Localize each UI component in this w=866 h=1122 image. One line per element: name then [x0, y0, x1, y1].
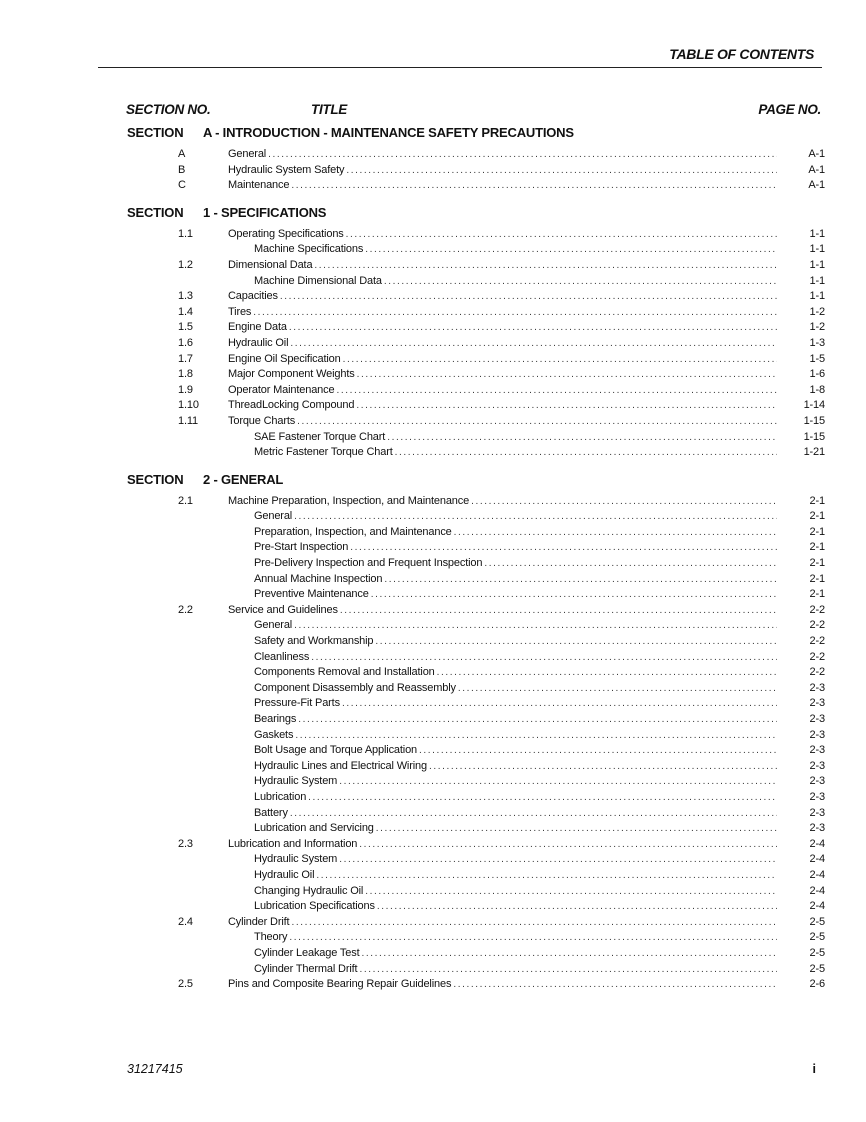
toc-subentry[interactable]	[0, 696, 866, 712]
entry-page: 1-6	[809, 368, 825, 381]
entry-line	[228, 163, 780, 179]
entry-page: 1-1	[809, 227, 825, 240]
entry-page: 2-5	[809, 946, 825, 959]
entry-title: Capacities	[228, 290, 278, 303]
section-heading	[0, 124, 866, 147]
entry-page: 2-3	[809, 806, 825, 819]
toc-subentry[interactable]	[0, 430, 866, 446]
entry-title: Cylinder Thermal Drift	[254, 962, 358, 975]
entry-title: Maintenance	[228, 179, 290, 192]
entry-line	[228, 289, 780, 305]
entry-line	[254, 946, 780, 962]
entry-page: 1-2	[809, 321, 825, 334]
section-title: A - INTRODUCTION - MAINTENANCE SAFETY PRECAUTIONS	[203, 125, 574, 140]
toc-subentry[interactable]	[0, 884, 866, 900]
entry-line	[254, 806, 780, 822]
entry-number: 1.4	[178, 305, 193, 318]
column-heading-title: TITLE	[311, 102, 347, 117]
header-divider	[98, 67, 822, 68]
toc-subentry[interactable]	[0, 743, 866, 759]
toc-entry[interactable]	[0, 227, 866, 243]
entry-page: 2-3	[809, 681, 825, 694]
entry-page: 2-6	[809, 978, 825, 991]
toc-subentry[interactable]	[0, 509, 866, 525]
entry-line	[228, 178, 780, 194]
dot-leader	[359, 962, 777, 978]
toc-entry[interactable]	[0, 352, 866, 368]
toc-entry[interactable]	[0, 147, 866, 163]
entry-page: A-1	[808, 163, 825, 176]
entry-title: Lubrication and Servicing	[254, 822, 374, 835]
entry-title: Pre-Start Inspection	[254, 541, 349, 554]
entry-title: Engine Data	[228, 321, 287, 334]
entry-number: 2.5	[178, 978, 193, 991]
entry-line	[254, 665, 780, 681]
section-label: SECTION	[127, 471, 184, 487]
dot-leader	[365, 242, 777, 258]
entry-line	[254, 445, 780, 461]
toc-entry[interactable]	[0, 494, 866, 510]
entry-page: 1-3	[809, 336, 825, 349]
entry-title: Machine Preparation, Inspection, and Maintenance	[228, 494, 470, 507]
toc-subentry[interactable]	[0, 274, 866, 290]
section-spacer	[0, 194, 866, 204]
toc-subentry[interactable]	[0, 572, 866, 588]
entry-page: 2-3	[809, 697, 825, 710]
entry-page: 1-1	[809, 274, 825, 287]
entry-line	[228, 320, 780, 336]
dot-leader	[295, 728, 777, 744]
entry-page: 2-4	[809, 853, 825, 866]
dot-leader	[340, 603, 777, 619]
entry-number: 2.2	[178, 603, 193, 616]
dot-leader	[437, 665, 777, 681]
section-heading	[0, 204, 866, 227]
entry-number: 1.2	[178, 258, 193, 271]
entry-line	[254, 759, 780, 775]
dot-leader	[453, 977, 777, 993]
toc-subentry[interactable]	[0, 806, 866, 822]
entry-line	[254, 618, 780, 634]
entry-page: 2-1	[809, 494, 825, 507]
entry-title: Annual Machine Inspection	[254, 572, 383, 585]
entry-title: Hydraulic Oil	[254, 868, 315, 881]
entry-page: 2-4	[809, 900, 825, 913]
entry-title: Preparation, Inspection, and Maintenance	[254, 525, 452, 538]
entry-title: Metric Fastener Torque Chart	[254, 446, 393, 459]
entry-number: 2.3	[178, 837, 193, 850]
dot-leader	[357, 367, 777, 383]
page-header-title: TABLE OF CONTENTS	[669, 46, 814, 62]
column-heading-page: PAGE NO.	[758, 102, 821, 117]
entry-page: 2-1	[809, 572, 825, 585]
dot-leader	[346, 227, 777, 243]
entry-title: Torque Charts	[228, 414, 296, 427]
entry-title: SAE Fastener Torque Chart	[254, 430, 386, 443]
dot-leader	[350, 540, 777, 556]
entry-title: Cylinder Drift	[228, 915, 290, 928]
entry-line	[228, 977, 780, 993]
entry-title: Changing Hydraulic Oil	[254, 884, 364, 897]
dot-leader	[297, 414, 777, 430]
entry-line	[254, 525, 780, 541]
entry-title: Battery	[254, 806, 288, 819]
entry-title: Bearings	[254, 713, 297, 725]
entry-line	[228, 603, 780, 619]
document-number: 31217415	[127, 1062, 183, 1076]
entry-page: 2-2	[809, 619, 825, 632]
entry-page: 2-1	[809, 510, 825, 523]
toc-entry[interactable]	[0, 305, 866, 321]
toc-subentry[interactable]	[0, 728, 866, 744]
toc-entry[interactable]	[0, 398, 866, 414]
entry-line	[254, 696, 780, 712]
toc-entry[interactable]	[0, 915, 866, 931]
dot-leader	[419, 743, 777, 759]
entry-line	[254, 743, 780, 759]
entry-page: 2-5	[809, 931, 825, 944]
entry-title: Tires	[228, 305, 252, 318]
entry-line	[254, 540, 780, 556]
entry-page: 2-3	[809, 775, 825, 788]
entry-page: 1-15	[803, 414, 825, 427]
section-title: 1 - SPECIFICATIONS	[203, 204, 327, 220]
dot-leader	[362, 946, 778, 962]
entry-number: 1.1	[178, 227, 193, 240]
entry-line	[254, 572, 780, 588]
entry-line	[228, 227, 780, 243]
entry-title: Cleanliness	[254, 650, 310, 663]
entry-title: Cylinder Leakage Test	[254, 946, 360, 959]
entry-title: Theory	[254, 931, 288, 944]
entry-page: 1-21	[803, 446, 825, 459]
entry-number: 1.5	[178, 321, 193, 334]
toc-entry[interactable]	[0, 258, 866, 274]
entry-line	[254, 650, 780, 666]
toc-subentry[interactable]	[0, 634, 866, 650]
entry-number: 2.4	[178, 915, 193, 928]
dot-leader	[294, 618, 777, 634]
section-spacer	[0, 461, 866, 471]
entry-line	[228, 915, 780, 931]
entry-page: 2-3	[809, 713, 825, 725]
entry-line	[254, 509, 780, 525]
section-label: SECTION	[127, 125, 184, 140]
dot-leader	[371, 587, 777, 603]
dot-leader	[290, 336, 777, 352]
entry-title: Pins and Composite Bearing Repair Guidelines	[228, 978, 452, 991]
dot-leader	[365, 884, 777, 900]
entry-page: 1-1	[809, 258, 825, 271]
toc-subentry[interactable]	[0, 759, 866, 775]
entry-number: B	[178, 163, 186, 176]
dot-leader	[375, 634, 777, 650]
toc-subentry[interactable]	[0, 712, 866, 728]
dot-leader	[454, 525, 777, 541]
entry-title: Dimensional Data	[228, 258, 313, 271]
entry-title: Hydraulic System	[254, 853, 338, 866]
entry-page: 2-1	[809, 525, 825, 538]
entry-title: Operating Specifications	[228, 227, 344, 240]
toc-subentry[interactable]	[0, 852, 866, 868]
entry-number: A	[178, 148, 186, 160]
toc-entry[interactable]	[0, 320, 866, 336]
dot-leader	[316, 868, 777, 884]
entry-title: General	[254, 510, 293, 523]
entry-title: Bolt Usage and Torque Application	[254, 744, 418, 757]
page-number: i	[812, 1062, 816, 1076]
entry-title: Hydraulic System Safety	[228, 163, 345, 176]
entry-title: Machine Dimensional Data	[254, 274, 382, 287]
dot-leader	[253, 305, 777, 321]
entry-line	[228, 352, 780, 368]
entry-number: 1.7	[178, 352, 193, 365]
entry-page: 2-5	[809, 962, 825, 975]
entry-page: 2-5	[809, 915, 825, 928]
entry-page: 2-3	[809, 759, 825, 772]
entry-line	[228, 367, 780, 383]
section-heading	[0, 471, 866, 494]
dot-leader	[484, 556, 777, 572]
dot-leader	[314, 258, 777, 274]
entry-title: Gaskets	[254, 728, 294, 741]
entry-line	[228, 414, 780, 430]
entry-number: 1.8	[178, 368, 193, 381]
entry-page: 2-4	[809, 837, 825, 850]
entry-page: 1-15	[803, 430, 825, 443]
dot-leader	[339, 852, 777, 868]
toc-entry[interactable]	[0, 336, 866, 352]
entry-line	[228, 305, 780, 321]
entry-page: A-1	[808, 148, 825, 160]
entry-page: A-1	[808, 179, 825, 192]
dot-leader	[268, 147, 777, 163]
toc-subentry[interactable]	[0, 821, 866, 837]
entry-title: Major Component Weights	[228, 368, 355, 381]
entry-title: Safety and Workmanship	[254, 635, 374, 648]
entry-title: Pressure-Fit Parts	[254, 697, 340, 710]
toc-subentry[interactable]	[0, 650, 866, 666]
toc-subentry[interactable]	[0, 962, 866, 978]
entry-page: 2-4	[809, 868, 825, 881]
entry-line	[228, 147, 780, 163]
dot-leader	[346, 163, 777, 179]
entry-number: 1.9	[178, 383, 193, 396]
entry-number: 1.3	[178, 290, 193, 303]
entry-line	[254, 242, 780, 258]
entry-line	[254, 790, 780, 806]
toc-entry[interactable]	[0, 163, 866, 179]
entry-page: 1-1	[809, 243, 825, 256]
entry-number: 1.10	[178, 399, 199, 412]
entry-line	[228, 837, 780, 853]
entry-line	[254, 962, 780, 978]
entry-number: 2.1	[178, 494, 193, 507]
toc-entry[interactable]	[0, 178, 866, 194]
entry-number: 1.6	[178, 336, 193, 349]
entry-line	[254, 681, 780, 697]
entry-number: 1.11	[178, 414, 198, 427]
dot-leader	[458, 681, 777, 697]
entry-title: Machine Specifications	[254, 243, 364, 256]
dot-leader	[356, 398, 777, 414]
entry-page: 2-3	[809, 790, 825, 803]
entry-line	[254, 899, 780, 915]
toc-entry[interactable]	[0, 367, 866, 383]
entry-line	[228, 494, 780, 510]
entry-line	[254, 712, 780, 728]
entry-page: 2-2	[809, 603, 825, 616]
entry-page: 1-1	[809, 290, 825, 303]
dot-leader	[291, 178, 777, 194]
dot-leader	[298, 712, 777, 728]
entry-title: Hydraulic Oil	[228, 336, 289, 349]
toc-subentry[interactable]	[0, 525, 866, 541]
entry-title: Pre-Delivery Inspection and Frequent Inspection	[254, 557, 483, 570]
toc-entry[interactable]	[0, 977, 866, 993]
entry-line	[254, 430, 780, 446]
entry-line	[228, 336, 780, 352]
dot-leader	[311, 650, 777, 666]
section-label: SECTION	[127, 204, 184, 220]
toc-subentry[interactable]	[0, 445, 866, 461]
dot-leader	[359, 837, 777, 853]
entry-line	[228, 383, 780, 399]
entry-title: Lubrication Specifications	[254, 900, 375, 913]
entry-page: 2-2	[809, 650, 825, 663]
dot-leader	[471, 494, 777, 510]
toc-subentry[interactable]	[0, 946, 866, 962]
entry-title: ThreadLocking Compound	[228, 399, 355, 412]
entry-line	[254, 634, 780, 650]
entry-title: Components Removal and Installation	[254, 666, 435, 679]
toc-subentry[interactable]	[0, 242, 866, 258]
entry-line	[254, 930, 780, 946]
entry-line	[254, 852, 780, 868]
entry-title: Hydraulic System	[254, 775, 338, 788]
entry-line	[254, 774, 780, 790]
toc-entry[interactable]	[0, 837, 866, 853]
entry-title: Lubrication	[254, 790, 307, 803]
entry-number: C	[178, 179, 186, 192]
toc-subentry[interactable]	[0, 540, 866, 556]
dot-leader	[289, 930, 777, 946]
toc-subentry[interactable]	[0, 618, 866, 634]
toc-entry[interactable]	[0, 414, 866, 430]
toc-entry[interactable]	[0, 603, 866, 619]
entry-page: 1-5	[809, 352, 825, 365]
entry-title: Operator Maintenance	[228, 383, 335, 396]
entry-line	[254, 821, 780, 837]
dot-leader	[343, 352, 777, 368]
entry-title: Engine Oil Specification	[228, 352, 341, 365]
entry-page: 2-3	[809, 822, 825, 835]
entry-page: 1-14	[803, 399, 825, 412]
dot-leader	[376, 821, 777, 837]
entry-page: 2-1	[809, 588, 825, 601]
toc-entry[interactable]	[0, 383, 866, 399]
toc-subentry[interactable]	[0, 899, 866, 915]
dot-leader	[377, 899, 777, 915]
entry-page: 2-3	[809, 728, 825, 741]
toc-subentry[interactable]	[0, 774, 866, 790]
dot-leader	[308, 790, 777, 806]
entry-line	[254, 868, 780, 884]
dot-leader	[291, 915, 777, 931]
toc-entry[interactable]	[0, 289, 866, 305]
table-of-contents	[0, 124, 866, 993]
toc-subentry[interactable]	[0, 930, 866, 946]
section-title: 2 - GENERAL	[203, 471, 284, 487]
column-heading-section: SECTION NO.	[126, 102, 211, 117]
dot-leader	[429, 759, 777, 775]
entry-title: General	[228, 148, 267, 160]
toc-subentry[interactable]	[0, 556, 866, 572]
dot-leader	[384, 572, 777, 588]
entry-title: Component Disassembly and Reassembly	[254, 681, 456, 694]
dot-leader	[280, 289, 777, 305]
entry-line	[228, 258, 780, 274]
dot-leader	[395, 445, 777, 461]
dot-leader	[294, 509, 777, 525]
entry-page: 1-2	[809, 305, 825, 318]
toc-subentry[interactable]	[0, 587, 866, 603]
entry-line	[254, 884, 780, 900]
entry-title: Preventive Maintenance	[254, 588, 369, 601]
entry-title: Hydraulic Lines and Electrical Wiring	[254, 759, 427, 772]
entry-title: Service and Guidelines	[228, 603, 338, 616]
dot-leader	[342, 696, 777, 712]
dot-leader	[384, 274, 777, 290]
entry-page: 1-8	[809, 383, 825, 396]
dot-leader	[336, 383, 777, 399]
toc-subentry[interactable]	[0, 868, 866, 884]
entry-page: 2-3	[809, 744, 825, 757]
entry-page: 2-2	[809, 666, 825, 679]
entry-line	[254, 587, 780, 603]
toc-subentry[interactable]	[0, 790, 866, 806]
entry-page: 2-1	[809, 557, 825, 570]
entry-line	[228, 398, 780, 414]
entry-title: General	[254, 619, 293, 632]
entry-title: Lubrication and Information	[228, 837, 358, 850]
dot-leader	[339, 774, 777, 790]
dot-leader	[387, 430, 777, 446]
entry-line	[254, 728, 780, 744]
dot-leader	[290, 806, 777, 822]
entry-page: 2-1	[809, 541, 825, 554]
entry-page: 2-2	[809, 635, 825, 648]
entry-line	[254, 274, 780, 290]
dot-leader	[289, 320, 777, 336]
toc-subentry[interactable]	[0, 665, 866, 681]
toc-subentry[interactable]	[0, 681, 866, 697]
entry-line	[254, 556, 780, 572]
entry-page: 2-4	[809, 884, 825, 897]
